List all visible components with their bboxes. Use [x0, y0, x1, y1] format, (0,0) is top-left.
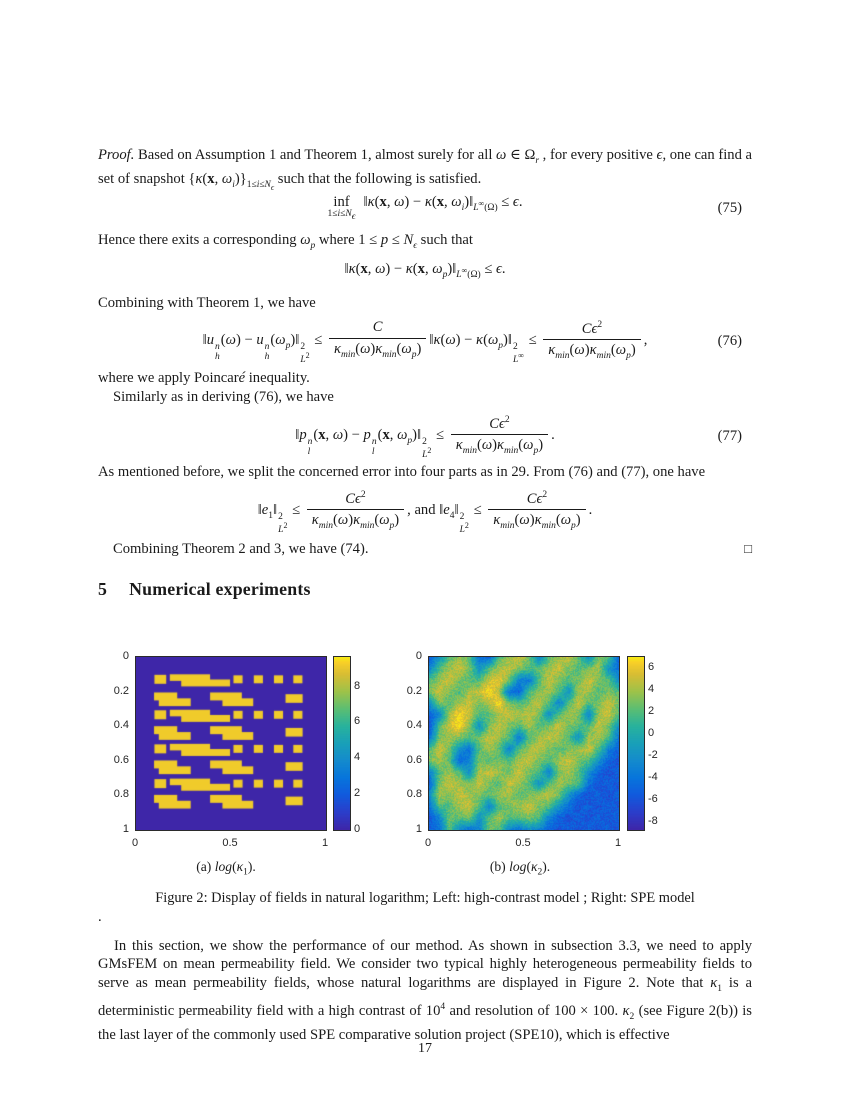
- plot-a-xtick-0: 0: [131, 837, 139, 849]
- equation-e14: $‖e_1‖$ 2 $L^2$ ≤ $\frac{C\epsilon^2}{\kappa_{min}(\omega)\kappa_{min}(\omega_p)}$ , and $‖e_4‖$ 2 $L^2$ ≤ $\frac{C\epsilon^2}{\kappa_{min}(\omega)\kappa_{min}(\omega_p)}$ .: [257, 490, 593, 536]
- colorbar-b-tick-6: 6: [648, 661, 655, 674]
- equation-76: ‖u n h (ω) − u n h $(\omega_p)‖$ 2 $L^2$ ≤ $\frac{C}{\kappa_{min}(\omega)\kappa_{min}(\omega_p)}$ ‖κ(ω) − $\kappa(\omega_p)‖$ 2 L∞ ≤ $\frac{C\epsilon^2}{\kappa_{min}(\omega)\kappa_{min}(\omega_p)}$ ,: [202, 319, 648, 366]
- colorbar-b-tick--2: -2: [648, 749, 658, 762]
- equation-77-row: [98, 413, 752, 459]
- equation-e14-row: [98, 488, 752, 534]
- plot-b-ytick-1: 1: [415, 823, 422, 835]
- colorbar-b-tick--6: -6: [648, 793, 658, 806]
- plot-b-ytick-0.8: 0.8: [406, 788, 422, 801]
- poincare-line: where we apply Poincaré inequality.: [98, 370, 310, 386]
- colorbar-b-tick-2: 2: [648, 705, 655, 718]
- plot-a-ytick-0.6: 0.6: [113, 753, 129, 766]
- equation-kappa-p: ‖κ(x, ω) − κ(x, $\omega_p)‖_{L^\infty(\Omega)} \le \epsilon$.: [344, 260, 506, 280]
- equation-76-tag: (76): [717, 332, 742, 349]
- hence-line: Hence there exits a corresponding $\omega_p$ where $1 \le p \le N_\epsilon$ such that: [98, 232, 473, 251]
- colorbar-b-tick-0: 0: [648, 727, 655, 740]
- plot-a-xtick-0.5: 0.5: [222, 837, 238, 849]
- figure-caption-dot: .: [98, 909, 102, 925]
- colorbar-a-tick-4: 4: [354, 751, 361, 764]
- plot-a-ytick-0: 0: [122, 650, 129, 662]
- colorbar-a-tick-6: 6: [354, 715, 361, 728]
- subcaption-a: (a) $\log(\kappa_1)$.: [196, 859, 256, 878]
- equation-kappa-p-row: [98, 261, 752, 283]
- plot-b-ytick-0.2: 0.2: [406, 684, 422, 697]
- section-number: 5: [98, 579, 108, 599]
- equation-76-row: [98, 318, 752, 364]
- combining-theorem23-line: [98, 540, 752, 558]
- colorbar-a-tick-0: 0: [354, 823, 361, 835]
- asmentioned-line: As mentioned before, we split the concerned error into four parts as in 29. From (76) and (77), one have: [98, 464, 706, 480]
- plot-a-ytick-0.4: 0.4: [113, 719, 129, 732]
- plot-b-ytick-0.6: 0.6: [406, 753, 422, 766]
- similarly-line: Similarly as in deriving (76), we have: [113, 389, 334, 405]
- equation-75-tag: (75): [717, 199, 742, 216]
- heatmap-b-canvas: [428, 656, 620, 831]
- combining-theorem1-line: Combining with Theorem 1, we have: [98, 295, 316, 311]
- plot-a-ytick-0.8: 0.8: [113, 788, 129, 801]
- subcaption-b: (b) $\log(\kappa_2)$.: [489, 859, 551, 878]
- colorbar-a-tick-2: 2: [354, 787, 361, 800]
- section-title: Numerical experiments: [129, 579, 311, 599]
- equation-75: inf $1\le i\le N_\epsilon$ ‖κ(x, ω) − κ(x, $\omega_i)‖_{L^\infty(\Omega)} \le \epsilon$.: [327, 193, 523, 223]
- plot-a-ytick-0.2: 0.2: [113, 684, 129, 697]
- equation-77-tag: (77): [717, 427, 742, 444]
- plot-a-xtick-1: 1: [321, 837, 329, 849]
- qed-symbol: □: [744, 541, 752, 556]
- page-number: 17: [418, 1041, 432, 1056]
- plot-b-xtick-1: 1: [614, 837, 622, 849]
- proof-paragraph: Proof. Based on Assumption 1 and Theorem 1, almost surely for all ω ∈ $\Omega_r$ , for every positive ϵ, one can find a set of snapshot {κ(x, $\omega_i)\}_{1\le i\le N_\epsilon}$ such that the following is satisfied.: [98, 147, 752, 193]
- heatmap-a-canvas: [135, 656, 327, 831]
- equation-75-row: [98, 190, 752, 226]
- colorbar-b-tick--4: -4: [648, 771, 658, 784]
- colorbar-b-tick--8: -8: [648, 815, 658, 828]
- figure-caption: Figure 2: Display of fields in natural logarithm; Left: high-contrast model ; Right: SPE model: [155, 890, 695, 906]
- colorbar-b-canvas: [627, 656, 645, 831]
- plot-b-ytick-0.4: 0.4: [406, 719, 422, 732]
- plot-b-xtick-0.5: 0.5: [515, 837, 531, 849]
- plot-b-xtick-0: 0: [424, 837, 432, 849]
- body-paragraph: In this section, we show the performance of our method. As shown in subsection 3.3, we need to apply GMsFEM on mean permeability field. We consider two typical highly heterogeneous permeability fields to serve as mean permeability fields, whose natural logarithms are displayed in Figure 2. Note that $\kappa_1$ is a deterministic permeability field with a high contrast of $10^4$ and resolution of 100 × 100. $\kappa_2$ (see Figure 2(b)) is the last layer of the commonly used SPE comparative solution project (SPE10), which is effective: [98, 938, 752, 1044]
- colorbar-b-tick-4: 4: [648, 683, 655, 696]
- colorbar-a-tick-8: 8: [354, 679, 361, 692]
- plot-a-ytick-1: 1: [122, 823, 129, 835]
- combining-theorem23-text: Combining Theorem 2 and 3, we have (74).: [113, 541, 369, 557]
- equation-77: ‖p n l (x, ω) − p n l (x, $\omega_p)‖$ 2 $L^2$ ≤ $\frac{C\epsilon^2}{\kappa_{min}(\omega)\kappa_{min}(\omega_p)}$ .: [295, 415, 555, 461]
- section-heading: [98, 580, 311, 598]
- plot-b-ytick-0: 0: [415, 650, 422, 662]
- colorbar-a-canvas: [333, 656, 351, 831]
